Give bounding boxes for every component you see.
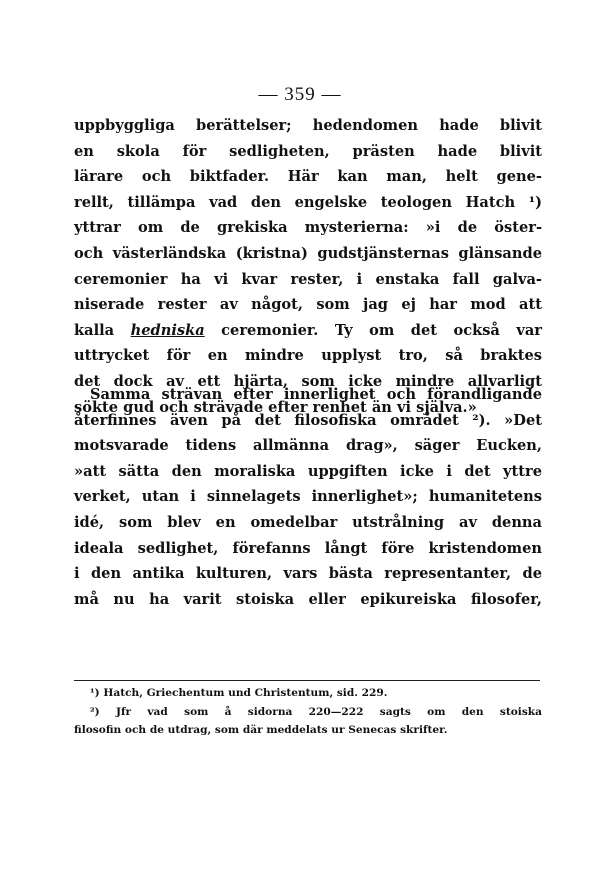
text-line: återfinnes även på det filosofiska området ²). »Det xyxy=(74,411,542,429)
emphasized-word: hedniska xyxy=(130,321,205,339)
footnote-divider xyxy=(74,680,540,681)
text-line: verket, utan i sinnelagets innerlighet»; humanitetens xyxy=(74,488,542,506)
paragraph-1 xyxy=(74,113,542,420)
text-segment: kalla xyxy=(74,321,115,339)
footnotes xyxy=(74,684,542,740)
text-line: ceremonier ha vi kvar rester, i enstaka fall galva- xyxy=(74,270,542,288)
text-line: sökte gud och strävade efter renhet än vi själva.» xyxy=(74,398,477,416)
text-line: i den antika kulturen, vars bästa representanter, de xyxy=(74,565,542,583)
text-line: en skola för sedligheten, prästen hade blivit xyxy=(74,142,542,160)
text-line: »att sätta den moraliska uppgiften icke i det yttre xyxy=(74,462,542,480)
text-line: uppbyggliga berättelser; hedendomen hade blivit xyxy=(74,117,542,134)
text-line: niserade rester av något, som jag ej har mod att xyxy=(74,296,542,314)
text-line: och västerländska (kristna) gudstjänsternas glänsande xyxy=(74,244,542,262)
paragraph-2 xyxy=(74,382,542,612)
text-line: Samma strävan efter innerlighet och förandligande xyxy=(90,386,542,403)
text-line: idé, som blev en omedelbar utstrålning av denna xyxy=(74,513,542,531)
page-number: — 359 — xyxy=(258,84,342,105)
text-line: uttrycket för en mindre upplyst tro, så braktes xyxy=(74,347,542,365)
text-line: det dock av ett hjärta, som icke mindre allvarligt xyxy=(74,372,542,390)
text-line: yttrar om de grekiska mysterierna: »i de öster- xyxy=(74,219,542,237)
text-segment: ceremonier. Ty om det också var xyxy=(221,321,542,339)
footnote-1: ¹) Hatch, Griechentum und Christentum, sid. 229. xyxy=(90,687,388,699)
text-line: lärare och biktfader. Här kan man, helt gene- xyxy=(74,168,542,186)
text-line: må nu ha varit stoiska eller epikureiska filosofer, xyxy=(74,590,542,608)
text-line: ideala sedlighet, förefanns långt före kristendomen xyxy=(74,539,542,557)
text-line xyxy=(74,318,542,344)
text-line: rellt, tillämpa vad den engelske teologen Hatch ¹) xyxy=(74,193,542,211)
text-line: motsvarade tidens allmänna drag», säger Eucken, xyxy=(74,437,542,455)
footnote-2-continued: filosofin och de utdrag, som där meddelats ur Senecas skrifter. xyxy=(74,724,448,736)
footnote-2: ²) Jfr vad som å sidorna 220—222 sagts om den stoiska xyxy=(90,705,542,718)
